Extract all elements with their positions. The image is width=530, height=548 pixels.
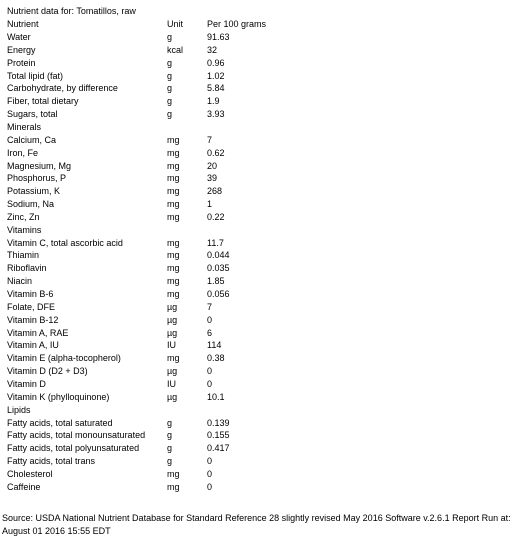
- nutrient-value: 6: [207, 327, 213, 338]
- source-footer: Source: USDA National Nutrient Database for Standard Reference 28 slightly revised May 2016 Software v.2.6.1 Report Run at: August 01 2016 15:55 EDT: [2, 513, 511, 536]
- nutrient-name: Sodium, Na: [7, 199, 55, 209]
- nutrient-unit: µg: [167, 366, 178, 377]
- nutrient-value: 0: [207, 468, 213, 479]
- nutrient-name: Niacin: [7, 276, 33, 287]
- nutrient-name: Total lipid (fat): [7, 70, 64, 81]
- nutrient-unit: mg: [167, 468, 180, 479]
- nutrient-unit: g: [167, 70, 173, 81]
- nutrient-unit: g: [167, 109, 173, 120]
- header-nutrient: Nutrient: [7, 19, 39, 29]
- nutrient-name: Caffeine: [7, 481, 41, 492]
- nutrient-value: 1.9: [207, 96, 220, 107]
- header-unit: Unit: [167, 19, 184, 29]
- nutrient-unit: µg: [167, 327, 178, 338]
- nutrient-value: 0.38: [207, 353, 225, 364]
- nutrient-name: Fatty acids, total polyunsaturated: [7, 443, 140, 454]
- header-value: Per 100 grams: [207, 19, 267, 29]
- nutrient-value: 0: [207, 378, 213, 389]
- nutrient-value: 11.7: [207, 237, 224, 248]
- nutrient-name: Vitamin B-12: [7, 314, 59, 325]
- nutrient-name: Zinc, Zn: [7, 211, 40, 222]
- nutrient-name: Protein: [7, 57, 36, 68]
- nutrient-unit: µg: [167, 301, 178, 312]
- nutrient-unit: mg: [167, 160, 180, 171]
- nutrient-value: 1.02: [207, 70, 225, 81]
- section-label: Lipids: [7, 404, 31, 415]
- section-label: Vitamins: [7, 224, 42, 235]
- nutrient-unit: mg: [167, 289, 180, 299]
- nutrient-name: Fatty acids, total saturated: [7, 417, 113, 428]
- nutrient-value: 0.417: [207, 443, 230, 454]
- nutrient-name: Water: [7, 32, 31, 42]
- nutrient-unit: mg: [167, 481, 180, 492]
- nutrient-name: Cholesterol: [7, 468, 53, 479]
- nutrient-name: Vitamin C, total ascorbic acid: [7, 237, 123, 248]
- nutrient-name: Calcium, Ca: [7, 134, 57, 145]
- nutrient-unit: g: [167, 32, 173, 42]
- nutrient-value: 20: [207, 160, 218, 171]
- nutrient-unit: g: [167, 443, 173, 454]
- nutrient-name: Fiber, total dietary: [7, 96, 79, 107]
- nutrient-name: Magnesium, Mg: [7, 160, 72, 171]
- nutrient-name: Thiamin: [7, 250, 40, 261]
- nutrient-name: Potassium, K: [7, 186, 61, 197]
- nutrient-name: Vitamin K (phylloquinone): [7, 391, 110, 402]
- nutrient-value: 0.96: [207, 57, 225, 68]
- nutrient-value: 3.93: [207, 109, 225, 120]
- nutrient-value: 0: [207, 481, 213, 492]
- nutrient-value: 0.62: [207, 147, 225, 158]
- nutrient-value: 0: [207, 456, 213, 467]
- nutrient-value: 0.22: [207, 211, 225, 222]
- nutrient-unit: g: [167, 83, 173, 94]
- nutrient-unit: mg: [167, 147, 180, 158]
- nutrient-unit: mg: [167, 276, 180, 287]
- nutrient-value: 0.155: [207, 430, 230, 441]
- nutrient-name: Vitamin D (D2 + D3): [7, 366, 88, 377]
- nutrient-value: 5.84: [207, 83, 225, 94]
- nutrient-value: 10.1: [207, 391, 225, 402]
- section-label: Minerals: [7, 122, 42, 132]
- nutrient-value: 39: [207, 173, 218, 184]
- nutrient-name: Phosphorus, P: [7, 173, 67, 184]
- nutrient-unit: mg: [167, 237, 180, 248]
- nutrient-name: Vitamin B-6: [7, 289, 54, 299]
- nutrient-unit: mg: [167, 211, 180, 222]
- nutrient-value: 7: [207, 301, 213, 312]
- nutrient-value: 0.139: [207, 417, 230, 428]
- nutrient-name: Fatty acids, total monounsaturated: [7, 430, 146, 441]
- nutrient-name: Vitamin D: [7, 378, 46, 389]
- nutrient-unit: IU: [167, 340, 176, 351]
- nutrient-unit: kcal: [167, 44, 184, 55]
- nutrient-value: 1.85: [207, 276, 225, 287]
- nutrient-name: Vitamin E (alpha-tocopherol): [7, 353, 121, 364]
- nutrient-unit: g: [167, 430, 173, 441]
- nutrient-unit: IU: [167, 378, 176, 389]
- nutrient-unit: g: [167, 417, 173, 428]
- nutrient-name: Vitamin A, IU: [7, 340, 59, 351]
- nutrient-name: Fatty acids, total trans: [7, 456, 96, 467]
- nutrient-name: Energy: [7, 44, 36, 55]
- nutrient-name: Riboflavin: [7, 263, 47, 274]
- nutrient-unit: mg: [167, 263, 180, 274]
- nutrient-name: Sugars, total: [7, 109, 58, 120]
- nutrient-unit: mg: [167, 199, 180, 209]
- nutrient-value: 0.035: [207, 263, 230, 274]
- nutrient-value: 32: [207, 44, 218, 55]
- nutrient-unit: g: [167, 456, 173, 467]
- nutrient-value: 7: [207, 134, 213, 145]
- nutrient-unit: g: [167, 57, 173, 68]
- nutrient-value: 268: [207, 186, 223, 197]
- nutrient-unit: mg: [167, 173, 180, 184]
- nutrient-value: 91.63: [207, 32, 230, 42]
- nutrient-value: 0.056: [207, 289, 230, 299]
- nutrient-name: Vitamin A, RAE: [7, 327, 69, 338]
- nutrient-value: 0: [207, 366, 213, 377]
- nutrient-unit: µg: [167, 314, 178, 325]
- nutrient-unit: g: [167, 96, 173, 107]
- nutrient-value: 114: [207, 340, 222, 351]
- nutrient-value: 0.044: [207, 250, 230, 261]
- nutrient-name: Folate, DFE: [7, 301, 56, 312]
- nutrient-unit: mg: [167, 186, 180, 197]
- nutrient-value: 0: [207, 314, 213, 325]
- nutrient-unit: mg: [167, 353, 180, 364]
- nutrient-name: Carbohydrate, by difference: [7, 83, 118, 94]
- nutrient-name: Iron, Fe: [7, 147, 39, 158]
- nutrient-value: 1: [207, 199, 213, 209]
- nutrient-unit: mg: [167, 134, 180, 145]
- nutrient-unit: µg: [167, 391, 178, 402]
- report-title: Nutrient data for: Tomatillos, raw: [7, 6, 136, 16]
- nutrient-unit: mg: [167, 250, 180, 261]
